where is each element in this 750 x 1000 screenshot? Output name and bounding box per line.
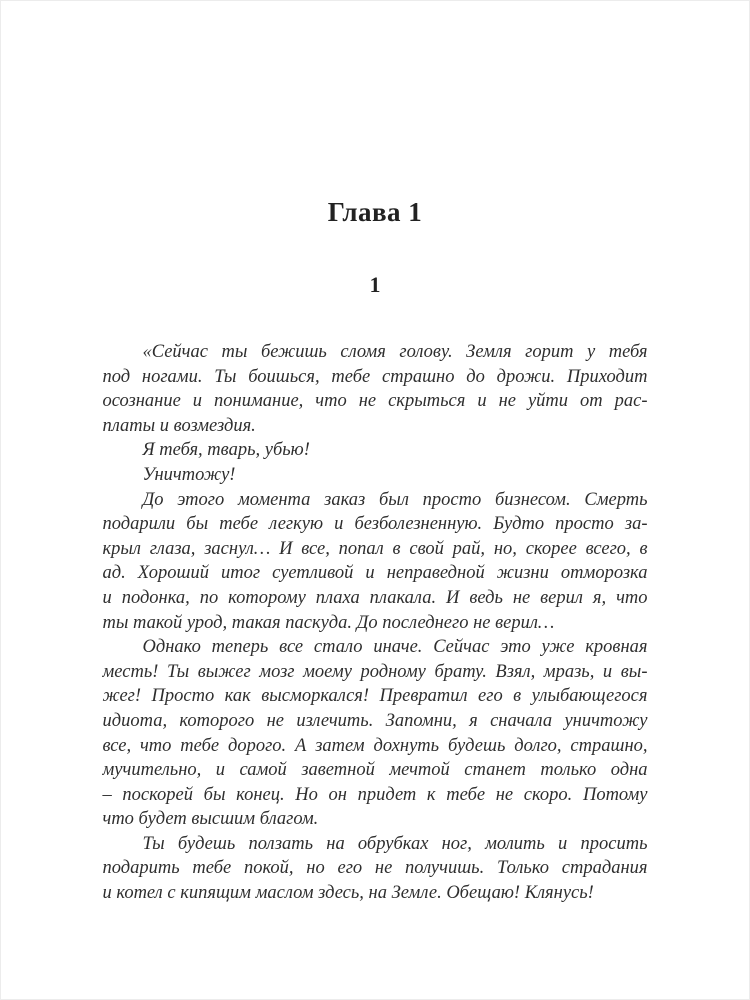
text-line: под ногами. Ты боишься, тебе страшно до дрожи. Приходит [102,366,648,387]
text-line: «Сейчас ты бежишь сломя голову. Земля горит у тебя [142,342,648,362]
text-line: осознание и понимание, что не скрыться и не уйти от рас- [102,391,648,412]
text-line: Я тебя, тварь, убью! [142,440,310,461]
text-line: Однако теперь все стало иначе. Сейчас это уже кровная [142,637,648,658]
text-line: подарили бы тебе легкую и безболезненную. Будто просто за- [102,514,648,535]
body-text [103,340,648,906]
text-line: что будет высшим благом. [102,809,319,830]
paragraph [103,438,648,463]
section-number: 1 [369,272,381,297]
text-line: – поскорей бы конец. Но он придет к тебе не скоро. Потому [102,784,648,805]
text-line: крыл глаза, заснул… И все, попал в свой рай, но, скорее всего, в [102,538,648,559]
text-line: Уничтожу! [142,464,236,485]
text-line: идиота, которого не излечить. Запомни, я сначала уничтожу [102,710,648,731]
text-line: подарить тебе покой, но его не получишь. Только страдания [102,858,648,879]
chapter-title: Глава 1 [327,197,423,227]
text-line: и котел с кипящим маслом здесь, на Земле. Обещаю! Клянусь! [102,883,594,904]
text-line: все, что тебе дорого. А затем дохнуть будешь долго, страшно, [102,735,648,756]
text-line: мучительно, и самой заветной мечтой станет только одна [102,760,648,781]
text-line: и подонка, по которому плаха плакала. И ведь не верил я, что [102,587,648,608]
paragraph [103,488,648,636]
paragraph [103,635,648,832]
text-line: ты такой урод, такая паскуда. До последнего не верил… [102,612,555,633]
text-line: месть! Ты выжег мозг моему родному брату. Взял, мразь, и вы- [102,661,648,682]
text-line: жег! Просто как высморкался! Превратил его в улыбающегося [102,686,648,707]
text-line: Ты будешь ползать на обрубках ног, молить и просить [142,833,648,854]
text-line: ад. Хороший итог суетливой и неправедной жизни отморозка [102,563,648,584]
paragraph [103,340,648,438]
text-line: До этого момента заказ был просто бизнесом. Смерть [142,489,648,510]
paragraph [103,463,648,488]
text-line: платы и возмездия. [102,415,256,436]
paragraph [103,832,648,906]
